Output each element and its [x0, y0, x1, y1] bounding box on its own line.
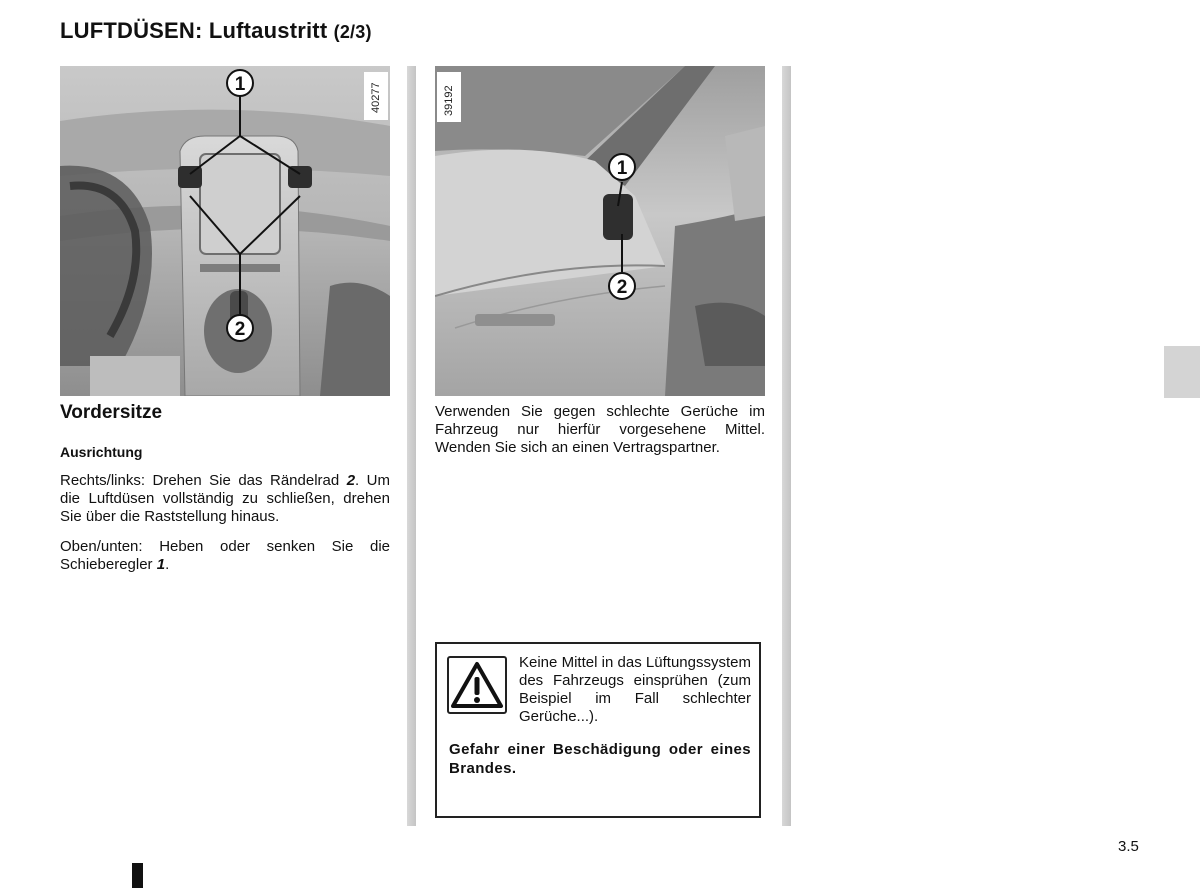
page-number: 3.5	[1118, 838, 1139, 855]
figure-ref-right: 39192	[443, 85, 455, 116]
page-title-main: LUFTDÜSEN: Luftaustritt	[60, 18, 328, 43]
chapter-tab	[1164, 346, 1200, 398]
side-vent-illustration	[435, 66, 765, 396]
paragraph-rechts-links: Rechts/links: Drehen Sie das Rändelrad 2. Um die Luftdüsen vollständig zu schließen, drehen Sie über die Raststellung hinaus.	[60, 472, 391, 525]
column-divider-right	[782, 66, 791, 826]
warning-box	[435, 642, 761, 818]
paragraph-oben-unten: Oben/unten: Heben oder senken Sie die Schieberegler 1.	[60, 538, 390, 573]
callout-1	[227, 70, 253, 96]
figure-ref-left: 40277	[370, 82, 382, 113]
figure-side-vent	[435, 66, 765, 396]
svg-text:1: 1	[234, 74, 246, 95]
figure-dashboard-center-vents	[60, 66, 390, 396]
svg-text:2: 2	[234, 319, 246, 340]
warning-bold-text: Gefahr einer Beschädigung oder eines Brandes.	[449, 741, 751, 777]
subsection-title-ausrichtung: Ausrichtung	[60, 444, 143, 460]
warning-triangle-icon	[447, 656, 507, 714]
section-title-vordersitze: Vordersitze	[60, 402, 163, 423]
page-title	[60, 18, 372, 44]
warning-text: Keine Mittel in das Lüftungssystem des Fahrzeugs einsprühen (zum Beispiel im Fall schlechter Gerüche...).	[519, 654, 751, 725]
svg-text:1: 1	[616, 158, 628, 179]
crop-mark	[132, 863, 143, 888]
callout-1	[609, 154, 635, 180]
page-title-part: (2/3)	[333, 22, 372, 42]
ref-number-1: 1	[156, 556, 166, 573]
callout-2	[227, 315, 253, 341]
paragraph-gerueche: Verwenden Sie gegen schlechte Gerüche im Fahrzeug nur hierfür vorgesehene Mittel. Wenden Sie sich an einen Vertragspartner.	[435, 403, 765, 456]
ref-number-2: 2	[346, 472, 356, 489]
svg-text:2: 2	[616, 277, 628, 298]
callout-2	[609, 273, 635, 299]
column-divider-left	[407, 66, 416, 826]
dashboard-illustration	[60, 66, 390, 396]
